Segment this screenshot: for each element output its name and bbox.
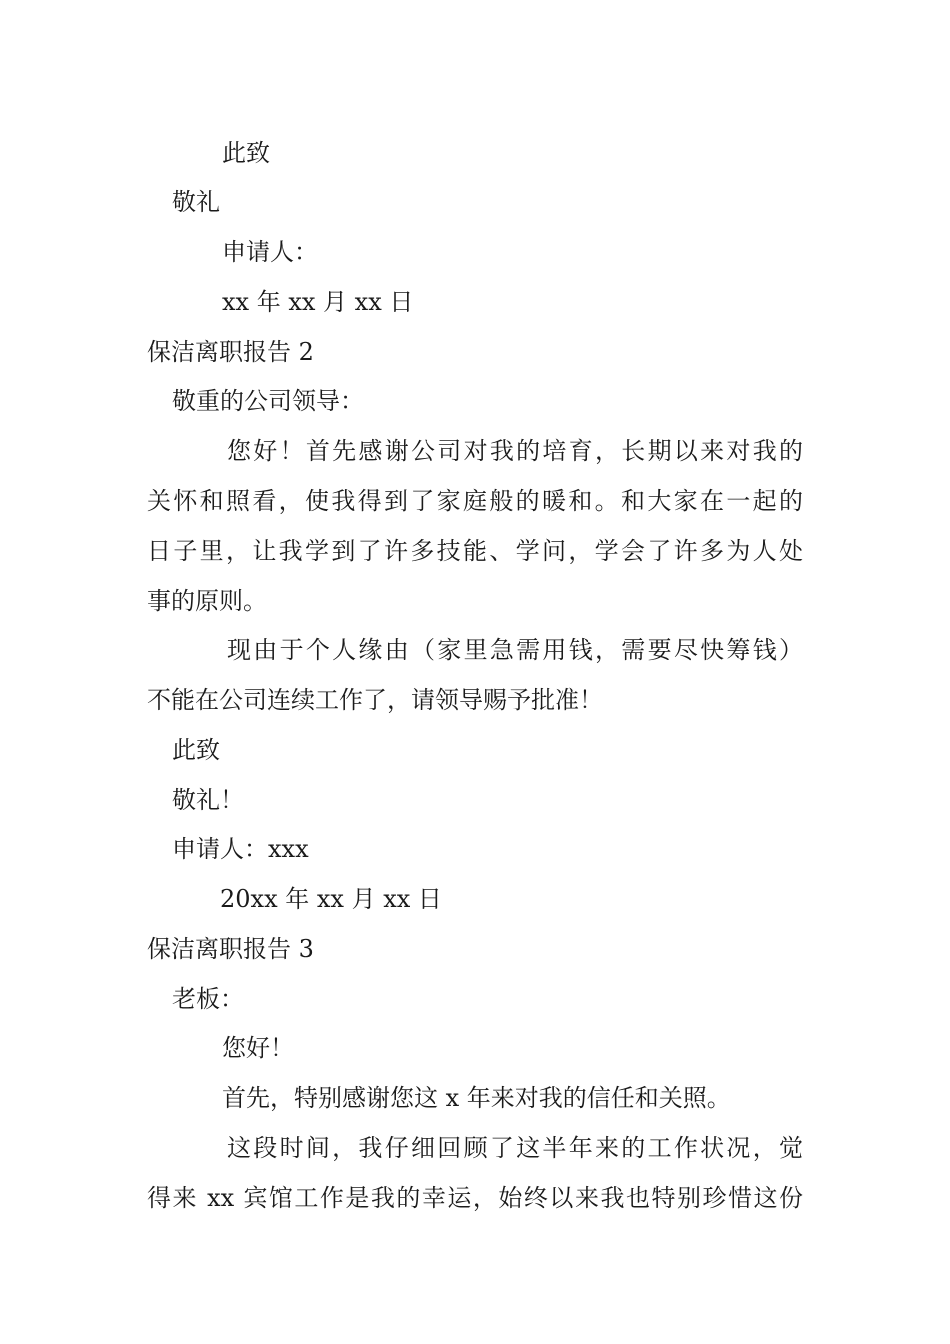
section-heading-2: 保洁离职报告 2 [147,338,314,366]
body-paragraph-line: 这段时间，我仔细回顾了这半年来的工作状况，觉 [227,1134,803,1162]
greeting-line: 老板： [172,985,244,1013]
closing-regards: 敬礼！ [172,786,244,814]
greeting-line: 敬重的公司领导： [172,387,364,415]
body-paragraph-line: 现由于个人缘由（家里急需用钱，需要尽快筹钱） [227,636,803,664]
date-line: xx 年 xx 月 xx 日 [222,288,414,316]
applicant-label: 申请人： [222,238,318,266]
date-line: 20xx 年 xx 月 xx 日 [220,885,442,913]
body-paragraph-line: 事的原则。 [147,587,267,615]
body-paragraph-line: 不能在公司连续工作了，请领导赐予批准！ [147,686,603,714]
closing-salutation: 此致 [172,736,220,764]
body-paragraph-line: 关怀和照看，使我得到了家庭般的暖和。和大家在一起的 [147,487,803,515]
closing-regards: 敬礼 [172,188,220,216]
body-paragraph-line: 首先，特别感谢您这 x 年来对我的信任和关照。 [222,1084,731,1112]
body-paragraph-line: 您好！首先感谢公司对我的培育，长期以来对我的 [227,437,803,465]
body-paragraph-line: 您好！ [222,1034,294,1062]
body-paragraph-line: 得来 xx 宾馆工作是我的幸运，始终以来我也特别珍惜这份 [147,1184,803,1212]
section-heading-3: 保洁离职报告 3 [147,935,314,963]
body-paragraph-line: 日子里，让我学到了许多技能、学问，学会了许多为人处 [147,537,803,565]
applicant-label: 申请人：xxx [172,835,309,863]
closing-salutation: 此致 [222,139,270,167]
